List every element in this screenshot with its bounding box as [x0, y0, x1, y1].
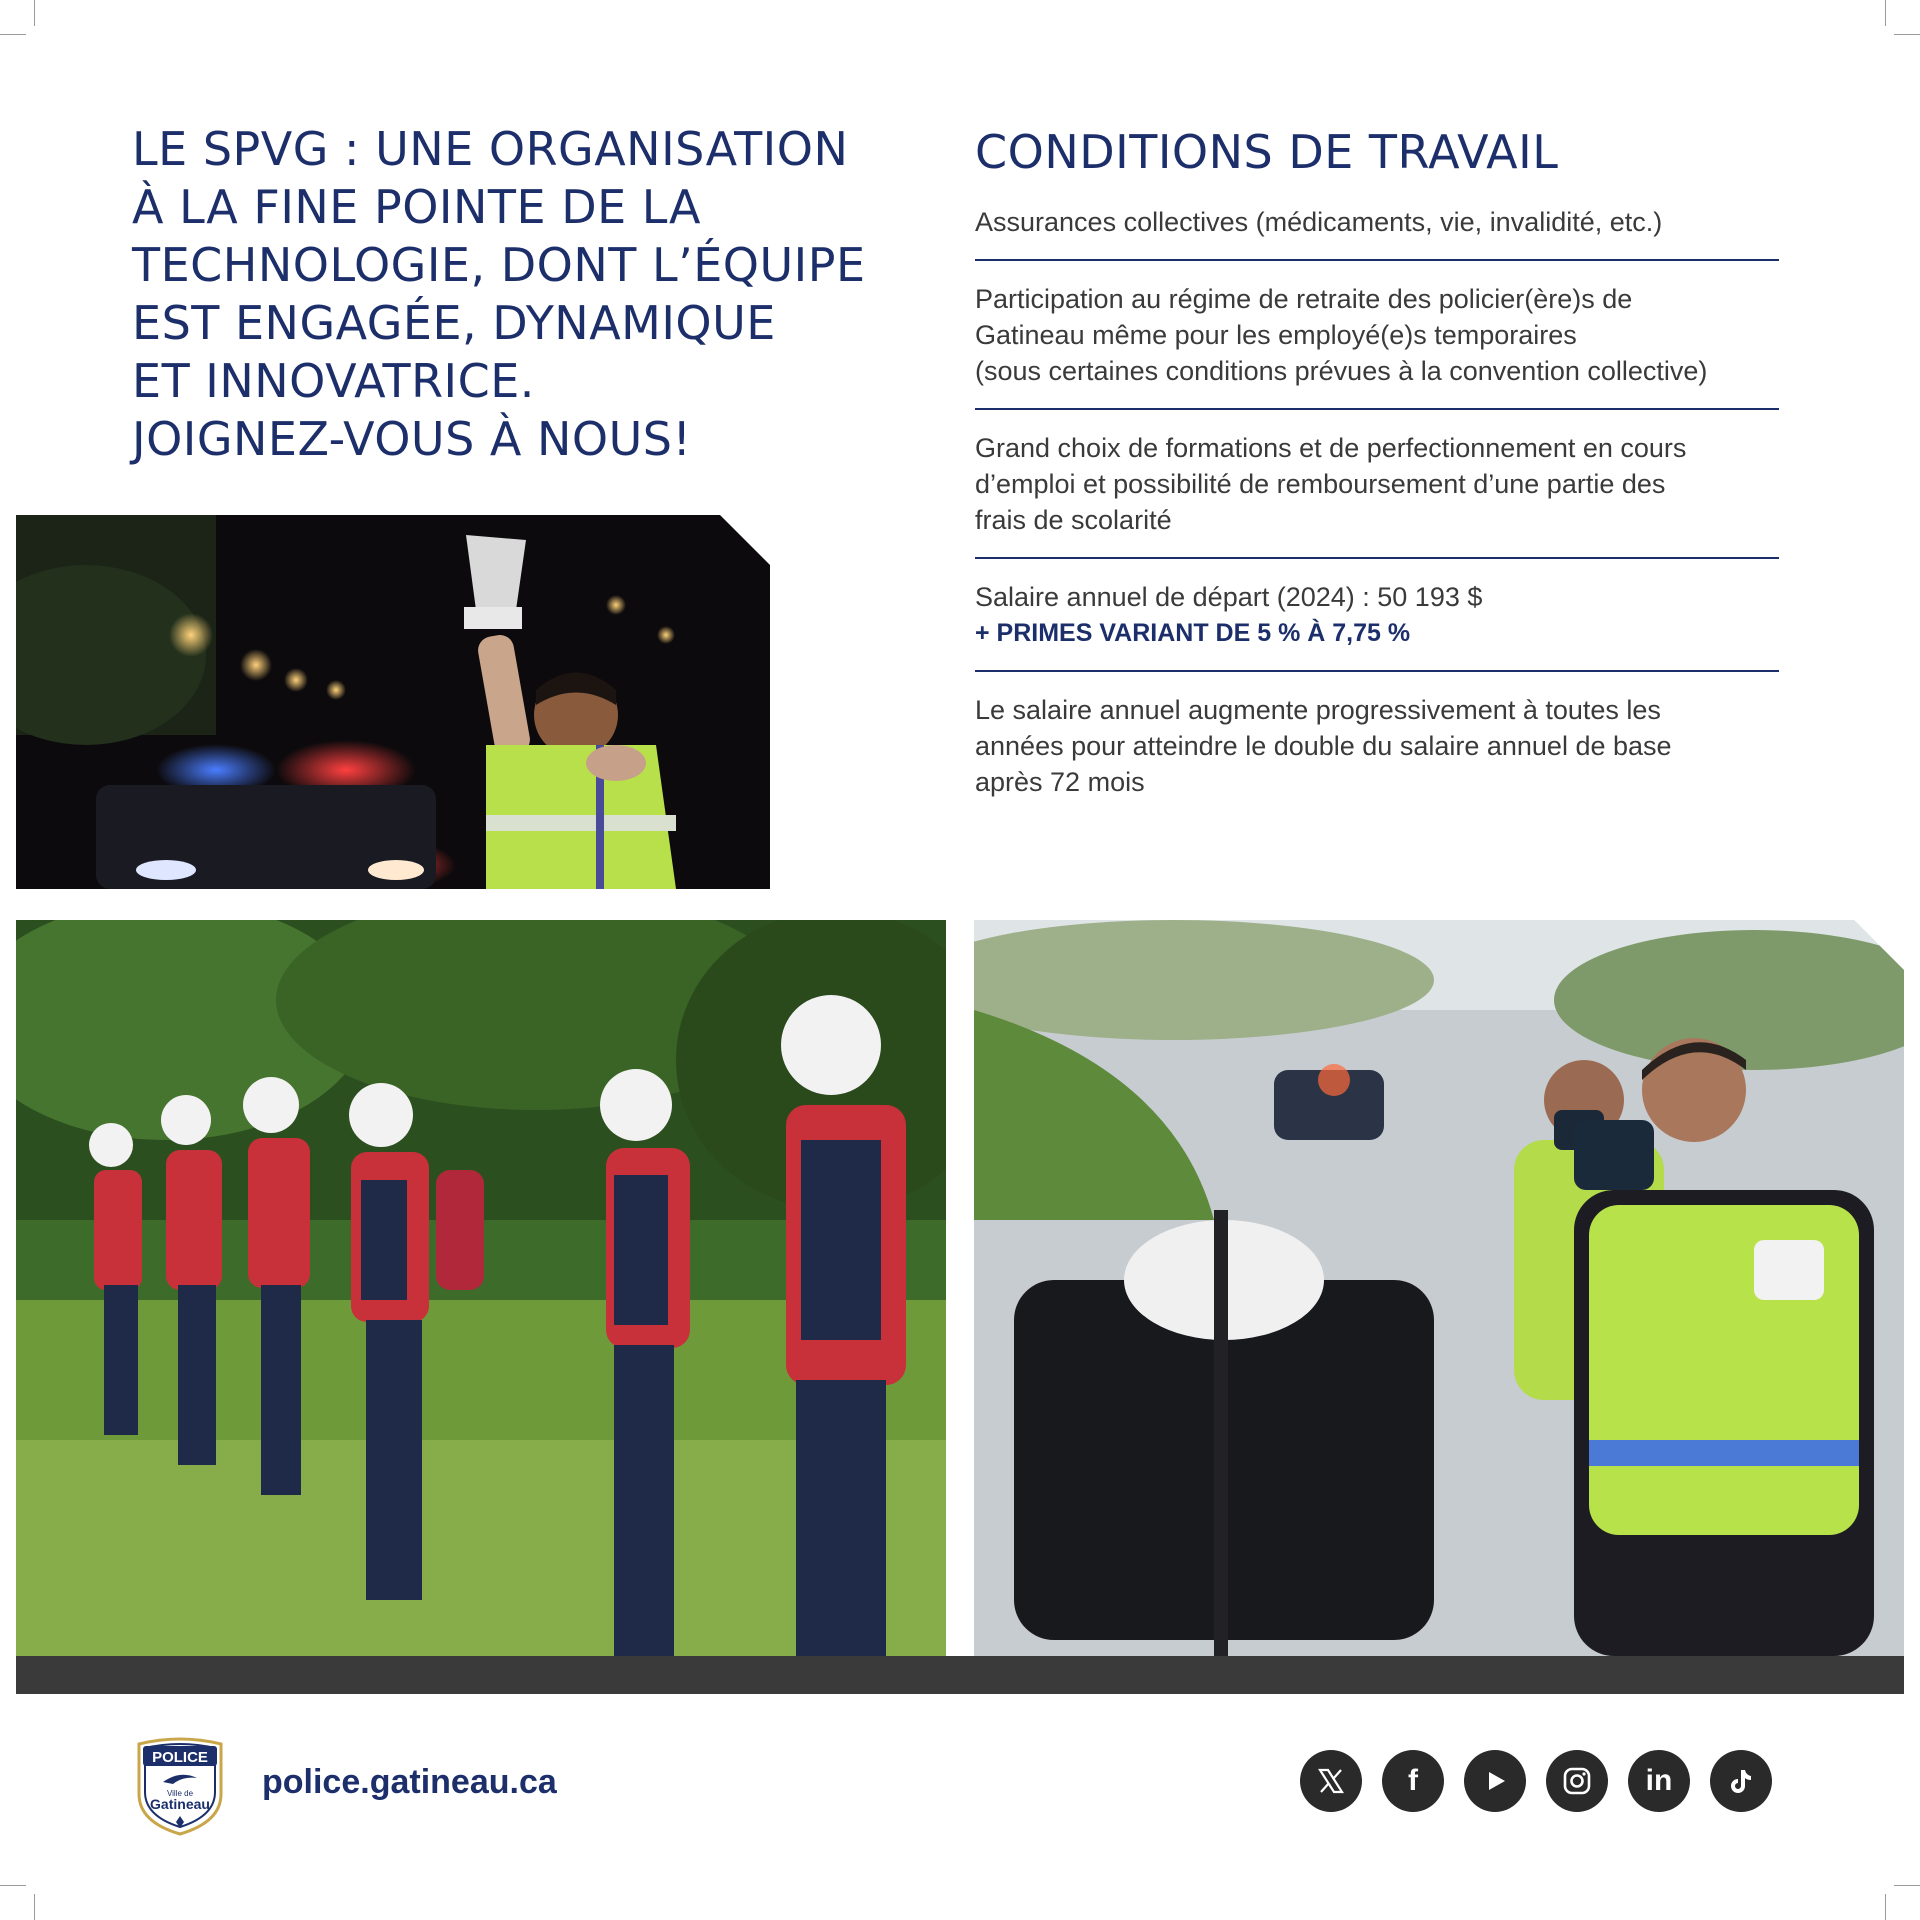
crop-mark: [0, 1885, 26, 1886]
crop-mark: [1885, 1894, 1886, 1920]
x-icon[interactable]: [1300, 1750, 1362, 1812]
headline-line: EST ENGAGÉE, DYNAMIQUE: [132, 296, 776, 350]
social-links: [1300, 1750, 1772, 1812]
conditions-title: CONDITIONS DE TRAVAIL: [975, 125, 1559, 179]
linkedin-glyph: in: [1645, 1764, 1673, 1797]
youtube-icon[interactable]: [1464, 1750, 1526, 1812]
condition-line: frais de scolarité: [975, 505, 1172, 535]
photo-radar-officers: [974, 920, 1904, 1656]
condition-item: [975, 204, 1779, 261]
badge-top-text: POLICE: [152, 1749, 208, 1766]
condition-line: Le salaire annuel augmente progressivement à toutes les: [975, 695, 1661, 725]
condition-line: Participation au régime de retraite des policier(ère)s de: [975, 284, 1633, 314]
headline-line: JOIGNEZ-VOUS À NOUS!: [132, 412, 692, 466]
condition-line: d’emploi et possibilité de remboursement d’une partie des: [975, 469, 1666, 499]
condition-line: Assurances collectives (médicaments, vie, invalidité, etc.): [975, 207, 1663, 237]
headline-line: TECHNOLOGIE, DONT L’ÉQUIPE: [132, 238, 866, 292]
condition-line: Gatineau même pour les employé(e)s temporaires: [975, 320, 1577, 350]
condition-line: Grand choix de formations et de perfectionnement en cours: [975, 433, 1687, 463]
condition-line: Salaire annuel de départ (2024) : 50 193 $: [975, 582, 1483, 612]
crop-mark: [34, 0, 35, 26]
condition-line: après 72 mois: [975, 767, 1145, 797]
headline-line: ET INNOVATRICE.: [132, 354, 535, 408]
crop-mark: [34, 1894, 35, 1920]
crop-mark: [0, 34, 26, 35]
website-link[interactable]: police.gatineau.ca: [262, 1763, 557, 1801]
condition-item: [975, 430, 1779, 559]
police-badge-logo: [133, 1736, 227, 1836]
badge-city-text: Gatineau: [150, 1796, 210, 1812]
condition-item: [975, 579, 1779, 672]
facebook-glyph: f: [1408, 1764, 1418, 1797]
crop-mark: [1894, 1885, 1920, 1886]
photo-search-team: [16, 920, 946, 1656]
instagram-icon[interactable]: [1546, 1750, 1608, 1812]
facebook-icon[interactable]: [1382, 1750, 1444, 1812]
photo-traffic-officer: [16, 515, 770, 889]
conditions-list: [975, 204, 1779, 839]
condition-item: [975, 281, 1779, 410]
condition-line: années pour atteindre le double du salaire annuel de base: [975, 731, 1672, 761]
salary-bonus: + PRIMES VARIANT DE 5 % À 7,75 %: [975, 619, 1411, 647]
headline-line: LE SPVG : UNE ORGANISATION: [132, 122, 849, 176]
linkedin-icon[interactable]: [1628, 1750, 1690, 1812]
condition-item: [975, 692, 1779, 819]
headline: [132, 120, 866, 468]
crop-mark: [1885, 0, 1886, 26]
condition-line: (sous certaines conditions prévues à la convention collective): [975, 356, 1708, 386]
crop-mark: [1894, 34, 1920, 35]
footer-divider-bar: [16, 1656, 1904, 1694]
tiktok-icon[interactable]: [1710, 1750, 1772, 1812]
headline-line: À LA FINE POINTE DE LA: [132, 180, 701, 234]
badge-small-text: Ville de: [166, 1789, 194, 1798]
